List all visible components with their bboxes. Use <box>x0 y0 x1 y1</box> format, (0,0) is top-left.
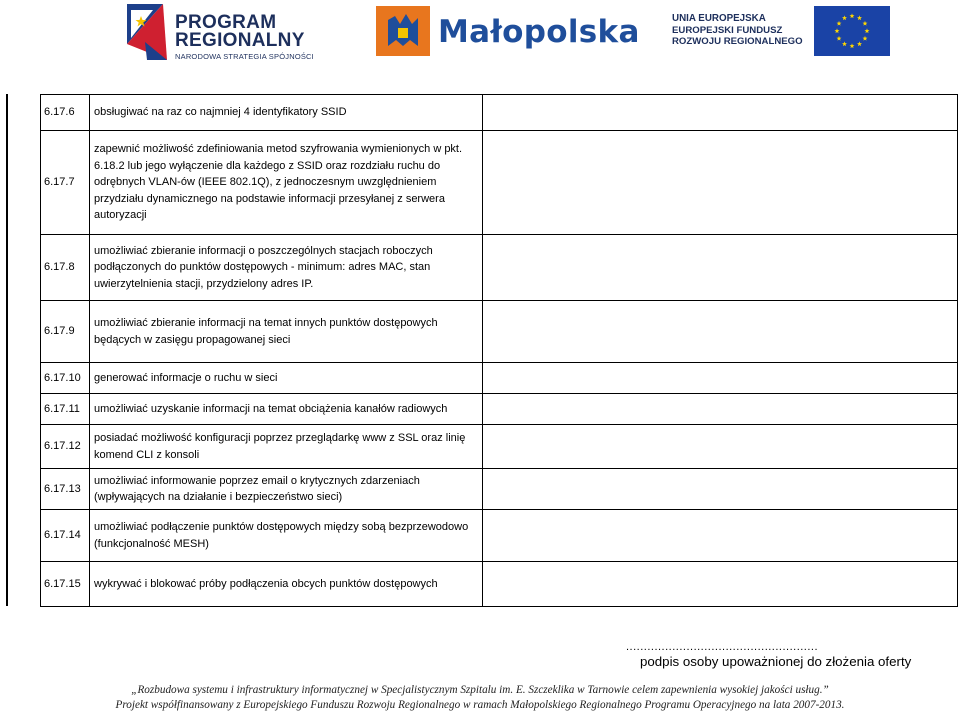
requirement-number: 6.17.10 <box>41 363 90 394</box>
table-row <box>41 235 958 301</box>
eu-logo-line-3: ROZWOJU REGIONALNEGO <box>672 36 803 47</box>
signature-line: ...................................................... <box>626 641 819 653</box>
offer-response-cell <box>483 425 958 469</box>
table-row <box>41 562 958 607</box>
requirement-text: umożliwiać podłączenie punktów dostępowych między sobą bezprzewodowo (funkcjonalność MESH) <box>90 510 483 562</box>
table-row <box>41 363 958 394</box>
table-row <box>41 95 958 131</box>
table-row <box>41 425 958 469</box>
offer-response-cell <box>483 469 958 510</box>
requirement-text: umożliwiać uzyskanie informacji na temat obciążenia kanałów radiowych <box>90 394 483 425</box>
requirement-number: 6.17.15 <box>41 562 90 607</box>
requirement-text: umożliwiać zbieranie informacji na temat innych punktów dostępowych będących w zasięgu propagowanej sieci <box>90 301 483 363</box>
program-logo-title-1: PROGRAM <box>175 12 277 33</box>
requirement-text: umożliwiać informowanie poprzez email o krytycznych zdarzeniach (wpływających na działanie i bezpieczeństwo sieci) <box>90 469 483 510</box>
malopolska-logo <box>376 6 640 58</box>
requirement-number: 6.17.8 <box>41 235 90 301</box>
offer-response-cell <box>483 131 958 235</box>
requirement-number: 6.17.7 <box>41 131 90 235</box>
offer-response-cell <box>483 235 958 301</box>
requirement-text: posiadać możliwość konfiguracji poprzez przeglądarkę www z SSL oraz linię komend CLI z konsoli <box>90 425 483 469</box>
program-logo-subtitle: NARODOWA STRATEGIA SPÓJNOŚCI <box>175 52 314 61</box>
offer-response-cell <box>483 510 958 562</box>
table-row <box>41 510 958 562</box>
requirement-text: umożliwiać zbieranie informacji o poszczególnych stacjach roboczych podłączonych do punktów dostępowych - minimum: adres MAC, stan uwierzytelnienia stacji, przydzielony adres IP. <box>90 235 483 301</box>
offer-response-cell <box>483 562 958 607</box>
requirement-text: generować informacje o ruchu w sieci <box>90 363 483 394</box>
requirement-number: 6.17.12 <box>41 425 90 469</box>
table-row <box>41 394 958 425</box>
requirement-text: zapewnić możliwość zdefiniowania metod szyfrowania wymienionych w pkt. 6.18.2 lub jego wyłączenie dla każdego z SSID oraz rozdziału ruchu do odrębnych VLAN-ów (IEEE 802.1Q), z jednoczesnym uwzględnieniem przydziału dynamicznego na podstawie informacji przesyłanej z serwera autoryzacji <box>90 131 483 235</box>
requirements-table <box>40 94 958 607</box>
requirement-number: 6.17.13 <box>41 469 90 510</box>
table-row <box>41 301 958 363</box>
program-logo-title-2: REGIONALNY <box>175 30 305 51</box>
table-row <box>41 131 958 235</box>
offer-response-cell <box>483 95 958 131</box>
malopolska-emblem-icon <box>376 6 430 56</box>
footer-project-title: „Rozbudowa systemu i infrastruktury informatycznej w Specjalistycznym Szpitalu im. E. Szczeklika w Tarnowie celem zapewnienia wysokiej jakości usług.” <box>131 684 829 696</box>
malopolska-wordmark: Małopolska <box>438 14 640 50</box>
left-margin-rule <box>6 94 8 606</box>
requirement-number: 6.17.14 <box>41 510 90 562</box>
footer-cofinancing-note: Projekt współfinansowany z Europejskiego Funduszu Rozwoju Regionalnego w ramach Małopolskiego Regionalnego Programu Operacyjnego na lata 2007-2013. <box>115 699 845 711</box>
requirement-text: obsługiwać na raz co najmniej 4 identyfikatory SSID <box>90 95 483 131</box>
eu-flag-icon <box>814 6 890 56</box>
offer-response-cell <box>483 363 958 394</box>
table-row <box>41 469 958 510</box>
program-regionalny-emblem-icon <box>123 2 171 62</box>
requirement-number: 6.17.11 <box>41 394 90 425</box>
eu-logo <box>672 6 890 56</box>
signature-label: podpis osoby upoważnionej do złożenia oferty <box>640 654 912 669</box>
requirement-text: wykrywać i blokować próby podłączenia obcych punktów dostępowych <box>90 562 483 607</box>
page-header <box>0 0 960 72</box>
offer-response-cell <box>483 301 958 363</box>
requirement-number: 6.17.6 <box>41 95 90 131</box>
eu-logo-line-1: UNIA EUROPEJSKA <box>672 13 766 24</box>
offer-response-cell <box>483 394 958 425</box>
eu-logo-line-2: EUROPEJSKI FUNDUSZ <box>672 24 783 36</box>
program-regionalny-logo <box>123 2 323 64</box>
requirement-number: 6.17.9 <box>41 301 90 363</box>
